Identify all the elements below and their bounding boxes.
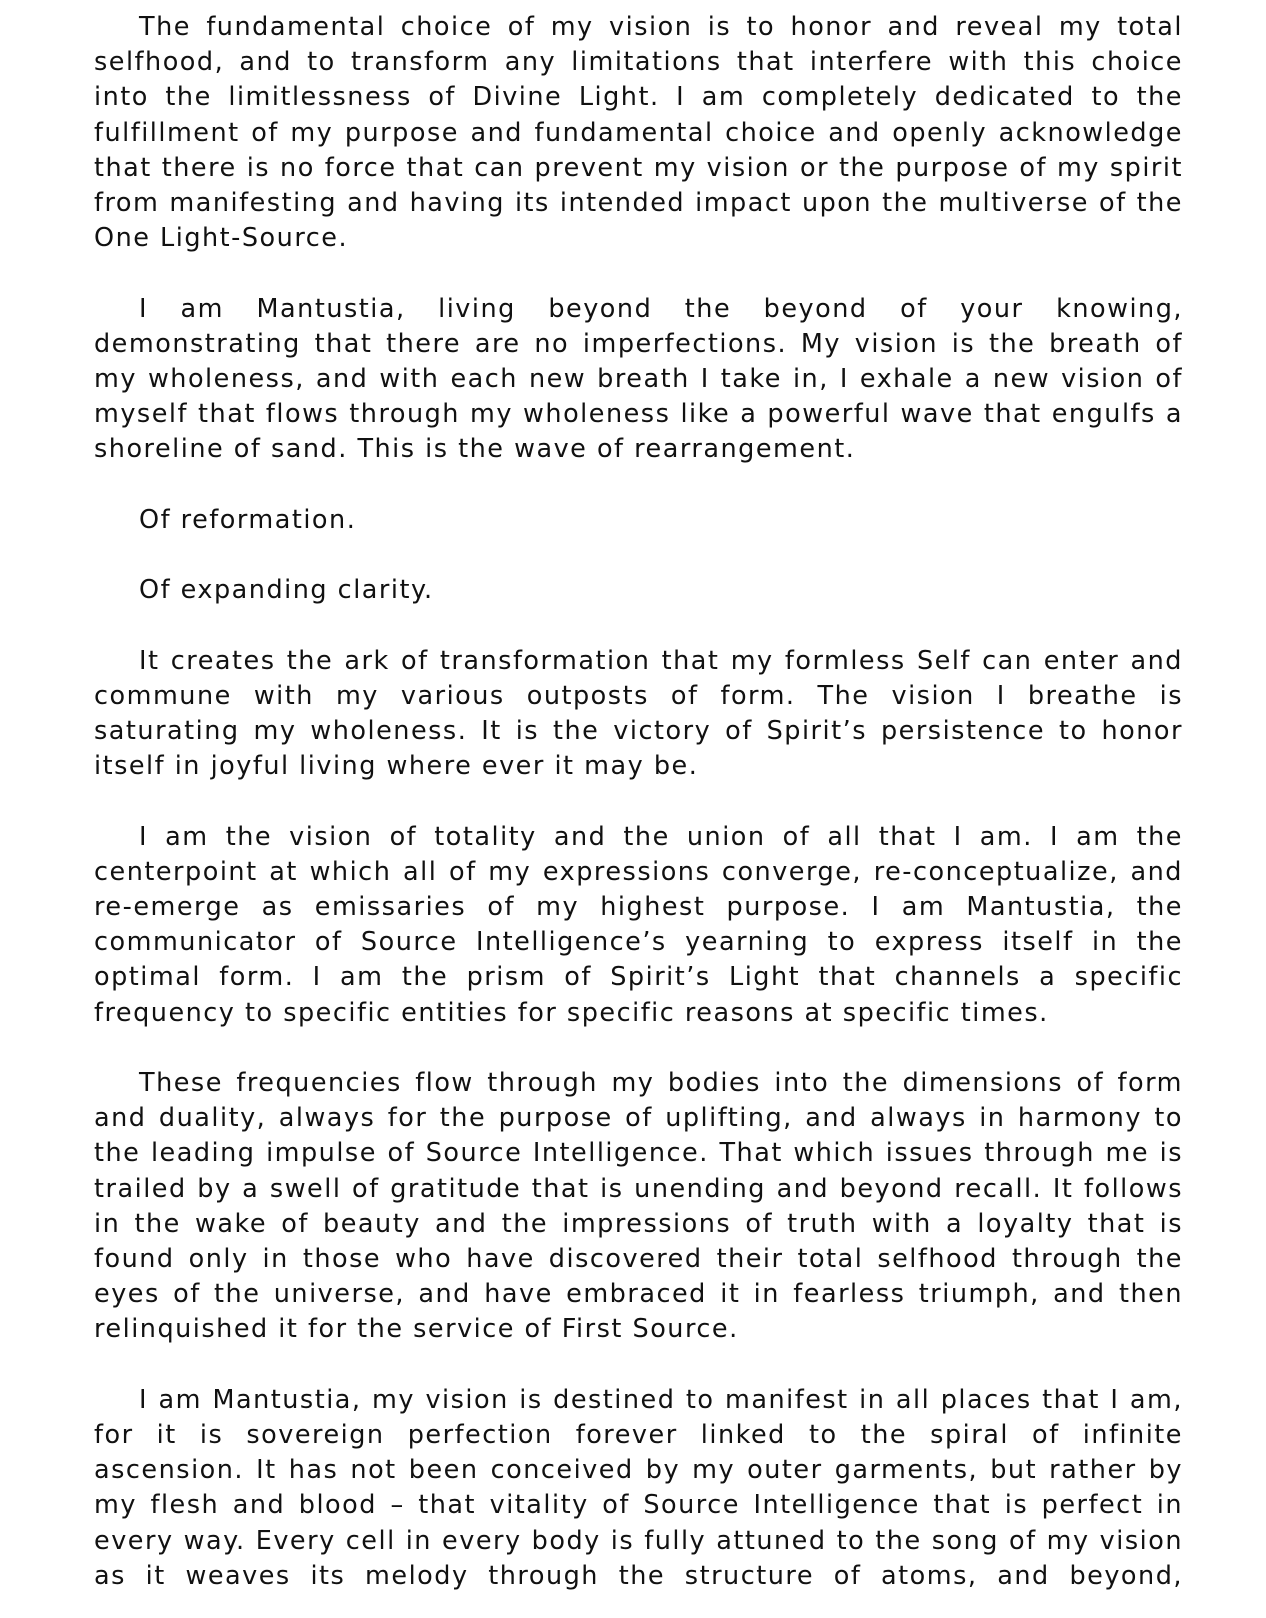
paragraph-2: I am Mantustia, living beyond the beyond of your knowing, demonstrating that there are no imperfections. My vision is the breath of my wholeness, and with each new breath I take in, I exhale a new vision of myself that flows through my wholeness like a powerful wave that engulfs a shoreline of sand. This is the wave of rearrangement. <box>94 293 1183 465</box>
paragraph-6: I am the vision of totality and the union of all that I am. I am the centerpoint at which all of my expressions converge, re-conceptualize, and re-emerge as emissaries of my highest purpose. I am Mantustia, the communicator of Source Intelligence’s yearning to express itself in the optimal form. I am the prism of Spirit’s Light that channels a specific frequency to specific entities for specific reasons at specific times. <box>94 821 1183 1028</box>
paragraph-7: These frequencies flow through my bodies into the dimensions of form and duality, always for the purpose of uplifting, and always in harmony to the leading impulse of Source Intelligence. That which issues through me is trailed by a swell of gratitude that is unending and beyond recall. It follows in the wake of beauty and the impressions of truth with a loyalty that is found only in those who have discovered their total selfhood through the eyes of the universe, and have embraced it in fearless triumph, and then relinquished it for the service of First Source. <box>94 1068 1183 1345</box>
paragraph-4: Of expanding clarity. <box>139 575 434 606</box>
paragraph-5: It creates the ark of transformation that my formless Self can enter and commune with my various outposts of form. The vision I breathe is saturating my wholeness. It is the victory of Spirit’s persistence to honor itself in joyful living where ever it may be. <box>94 645 1183 782</box>
paragraph-8: I am Mantustia, my vision is destined to manifest in all places that I am, for it is sovereign perfection forever linked to the spiral of infinite ascension. It has not been conceived by my outer garments, but rather by my flesh and blood – that vitality of Source Intelligence that is perfect in every way. Every cell in every body is fully attuned to the song of my vision as it weaves its melody through the structure of atoms, and beyond, <box>94 1384 1183 1591</box>
paragraph-3: Of reformation. <box>139 504 357 535</box>
paragraph-1: The fundamental choice of my vision is to honor and reveal my total selfhood, and to transform any limitations that interfere with this choice into the limitlessness of Divine Light. I am completely dedicated to the fulfillment of my purpose and fundamental choice and openly acknowledge that there is no force that can prevent my vision or the purpose of my spirit from manifesting and having its intended impact upon the multiverse of the One Light-Source. <box>94 12 1183 254</box>
body-text <box>94 10 1183 1618</box>
